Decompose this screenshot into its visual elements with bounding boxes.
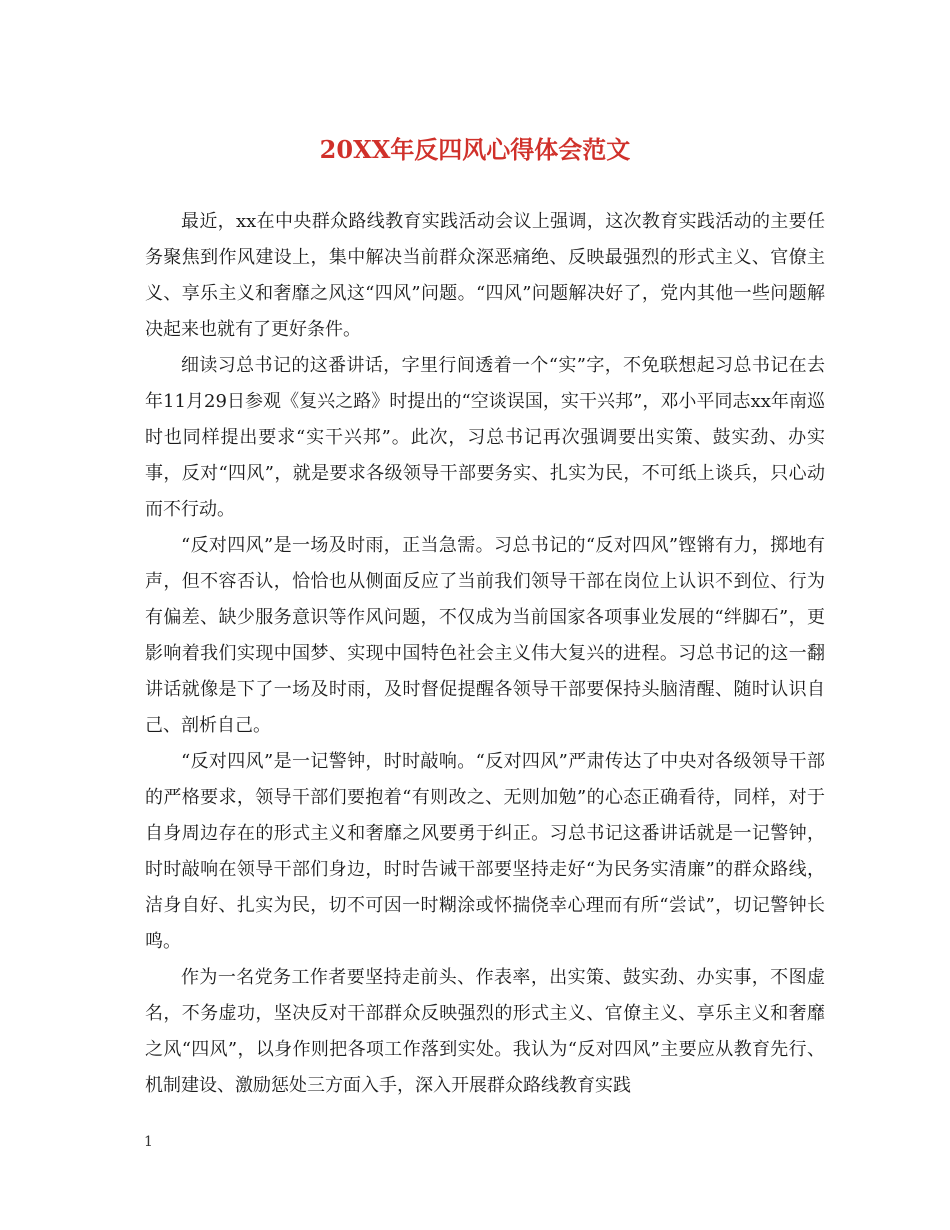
document-title: 20XX年反四风心得体会范文 (319, 135, 631, 164)
page-number: 1 (144, 1134, 153, 1150)
paragraph-2: 细读习总书记的这番讲话，字里行间透着一个“实”字，不免联想起习总书记在去年11月29日参观《复兴之路》时提出的“空谈误国，实干兴邦”，邓小平同志xx年南巡时也同样提出要求“实干兴邦”。此次，习总书记再次强调要出实策、鼓实劲、办实事，反对“四风”，就是要求各级领导干部要务实、扎实为民，不可纸上谈兵，只心动而不行动。 (145, 355, 825, 520)
paragraph-5: 作为一名党务工作者要坚持走前头、作表率，出实策、鼓实劲、办实事，不图虚名，不务虚功，坚决反对干部群众反映强烈的形式主义、官僚主义、享乐主义和奢靡之风“四风”，以身作则把各项工作落到实处。我认为“反对四风”主要应从教育先行、机制建设、激励惩处三方面入手，深入开展群众路线教育实践 (145, 967, 825, 1096)
paragraph-4: “反对四风”是一记警钟，时时敲响。“反对四风”严肃传达了中央对各级领导干部的严格要求，领导干部们要抱着“有则改之、无则加勉”的心态正确看待，同样，对于自身周边存在的形式主义和奢靡之风要勇于纠正。习总书记这番讲话就是一记警钟，时时敲响在领导干部们身边，时时告诫干部要坚持走好“为民务实清廉”的群众路线，洁身自好、扎实为民，切不可因一时糊涂或怀揣侥幸心理而有所“尝试”，切记警钟长鸣。 (145, 751, 825, 952)
document-body (145, 204, 825, 1104)
paragraph-1: 最近，xx在中央群众路线教育实践活动会议上强调，这次教育实践活动的主要任务聚焦到作风建设上，集中解决当前群众深恶痛绝、反映最强烈的形式主义、官僚主义、享乐主义和奢靡之风这“四风”问题。“四风”问题解决好了，党内其他一些问题解决起来也就有了更好条件。 (145, 211, 825, 340)
paragraph-3: “反对四风”是一场及时雨，正当急需。习总书记的“反对四风”铿锵有力，掷地有声，但不容否认，恰恰也从侧面反应了当前我们领导干部在岗位上认识不到位、行为有偏差、缺少服务意识等作风问题，不仅成为当前国家各项事业发展的“绊脚石”，更影响着我们实现中国梦、实现中国特色社会主义伟大复兴的进程。习总书记的这一翻讲话就像是下了一场及时雨，及时督促提醒各领导干部要保持头脑清醒、随时认识自己、剖析自己。 (145, 535, 825, 736)
